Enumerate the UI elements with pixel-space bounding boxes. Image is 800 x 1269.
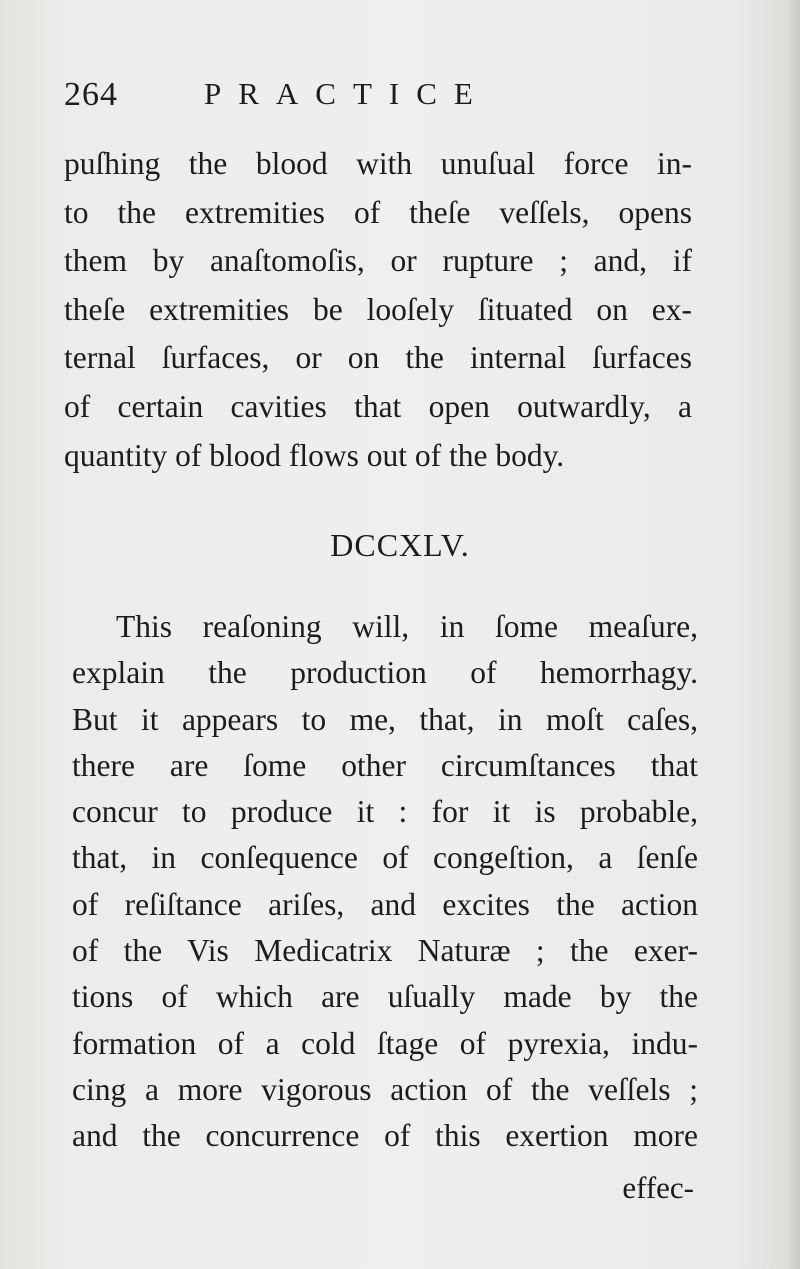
paragraph-continued bbox=[64, 140, 692, 480]
catchword: effec- bbox=[622, 1170, 694, 1205]
text-line: of the Vis Medicatrix Naturæ ; the exer- bbox=[72, 933, 698, 969]
text-line: them by anaſtomoſis, or rupture ; and, if bbox=[64, 243, 692, 279]
text-line: ternal ſurfaces, or on the internal ſurfaces bbox=[64, 340, 692, 376]
text-line: puſhing the blood with unuſual force in- bbox=[64, 146, 692, 181]
text-line: formation of a cold ſtage of pyrexia, indu- bbox=[72, 1025, 698, 1061]
text-line: This reaſoning will, in ſome meaſure, bbox=[116, 609, 698, 644]
section-heading: DCCXLV. bbox=[330, 527, 470, 563]
text-line: But it appears to me, that, in moſt caſes, bbox=[72, 701, 698, 737]
text-line: concur to produce it : for it is probable, bbox=[72, 794, 698, 830]
text-line: of reſiſtance ariſes, and excites the action bbox=[72, 886, 698, 922]
text-line: that, in conſequence of congeſtion, a ſenſe bbox=[72, 840, 698, 876]
section-paragraph bbox=[72, 604, 698, 1160]
running-title: PRACTICE bbox=[204, 76, 490, 111]
text-line: tions of which are uſually made by the bbox=[72, 979, 698, 1015]
text-line: to the extremities of theſe veſſels, opens bbox=[64, 194, 692, 230]
page-number: 264 bbox=[64, 76, 118, 113]
page-header bbox=[64, 76, 704, 124]
text-line: explain the production of hemorrhagy. bbox=[72, 655, 698, 691]
text-line: quantity of blood flows out of the body. bbox=[64, 437, 565, 473]
text-line: and the concurrence of this exertion more bbox=[72, 1118, 698, 1154]
text-line: theſe extremities be looſely ſituated on ex- bbox=[64, 291, 692, 327]
text-line: there are ſome other circumſtances that bbox=[72, 747, 698, 783]
text-line: cing a more vigorous action of the veſſels ; bbox=[72, 1071, 698, 1107]
page-edge-shadow bbox=[786, 0, 800, 1269]
text-line: of certain cavities that open outwardly, a bbox=[64, 388, 692, 424]
